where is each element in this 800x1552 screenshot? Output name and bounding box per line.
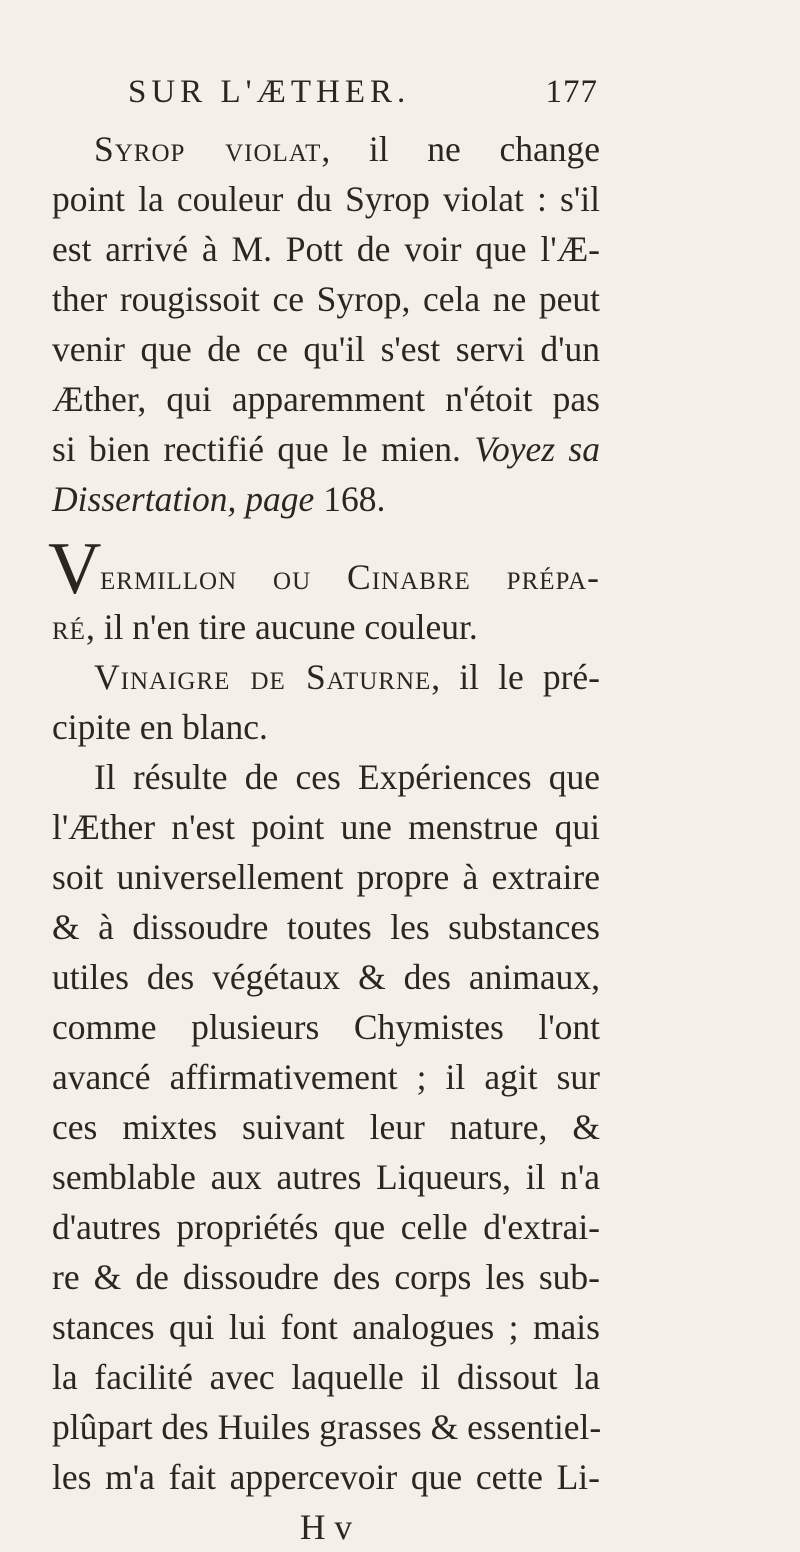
text-line: les m'a fait appercevoir que cette Li- xyxy=(52,1457,600,1497)
text-line: stances qui lui font analogues ; mais xyxy=(52,1307,600,1347)
text-line: Vinaigre de Saturne, il le pré- xyxy=(94,657,600,697)
text-line: utiles des végétaux & des animaux, xyxy=(52,957,600,997)
entry-heading-vinaigre: Vinaigre de Saturne xyxy=(94,657,432,697)
text-line: re & de dissoudre des corps les sub- xyxy=(52,1257,600,1297)
text-line: ces mixtes suivant leur nature, & xyxy=(52,1107,600,1147)
text-line: avancé affirmativement ; il agit sur xyxy=(52,1057,600,1097)
drop-cap: V xyxy=(48,528,102,610)
entry-heading-syrop: Syrop violat xyxy=(94,129,322,169)
text-line: si bien rectifié que le mien. Voyez sa xyxy=(52,429,600,469)
text-line: ther rougissoit ce Syrop, cela ne peut xyxy=(52,279,600,319)
text-line: cipite en blanc. xyxy=(52,707,268,747)
text-line: Il résulte de ces Expériences que xyxy=(94,757,600,797)
reference-voyez: Voyez sa xyxy=(474,429,600,469)
text-line: la facilité avec laquelle il dissout la xyxy=(52,1357,600,1397)
text-line: d'autres propriétés que celle d'extrai- xyxy=(52,1207,600,1247)
signature-mark: H v xyxy=(299,1507,353,1547)
text-line: venir que de ce qu'il s'est servi d'un xyxy=(52,329,600,369)
body-text xyxy=(48,124,602,1552)
reference-dissertation: Dissertation, page xyxy=(52,479,315,519)
text-line: soit universellement propre à extraire xyxy=(52,857,600,897)
text-line: Æther, qui apparemment n'étoit pas xyxy=(52,379,600,419)
text-line: plûpart des Huiles grasses & essentiel- xyxy=(52,1407,602,1447)
text-line: Syrop violat, il ne change xyxy=(94,129,600,169)
text-line: l'Æther n'est point une menstrue qui xyxy=(52,807,600,847)
text-line: point la couleur du Syrop violat : s'il xyxy=(52,179,600,219)
text-line: ré, il n'en tire aucune couleur. xyxy=(52,607,478,647)
page-number: 177 xyxy=(545,74,598,110)
text-line: est arrivé à M. Pott de voir que l'Æ- xyxy=(52,229,600,269)
text-line: & à dissoudre toutes les substances xyxy=(52,907,600,947)
text-line: Dissertation, page 168. xyxy=(52,479,386,519)
entry-heading-vermillon: ermillon ou Cinabre prépa- xyxy=(100,557,600,597)
text-line xyxy=(48,528,600,610)
text-line: comme plusieurs Chymistes l'ont xyxy=(52,1007,600,1047)
page-header xyxy=(128,74,598,124)
text-line: semblable aux autres Liqueurs, il n'a xyxy=(52,1157,600,1197)
running-title: SUR L'ÆTHER. xyxy=(128,74,411,110)
